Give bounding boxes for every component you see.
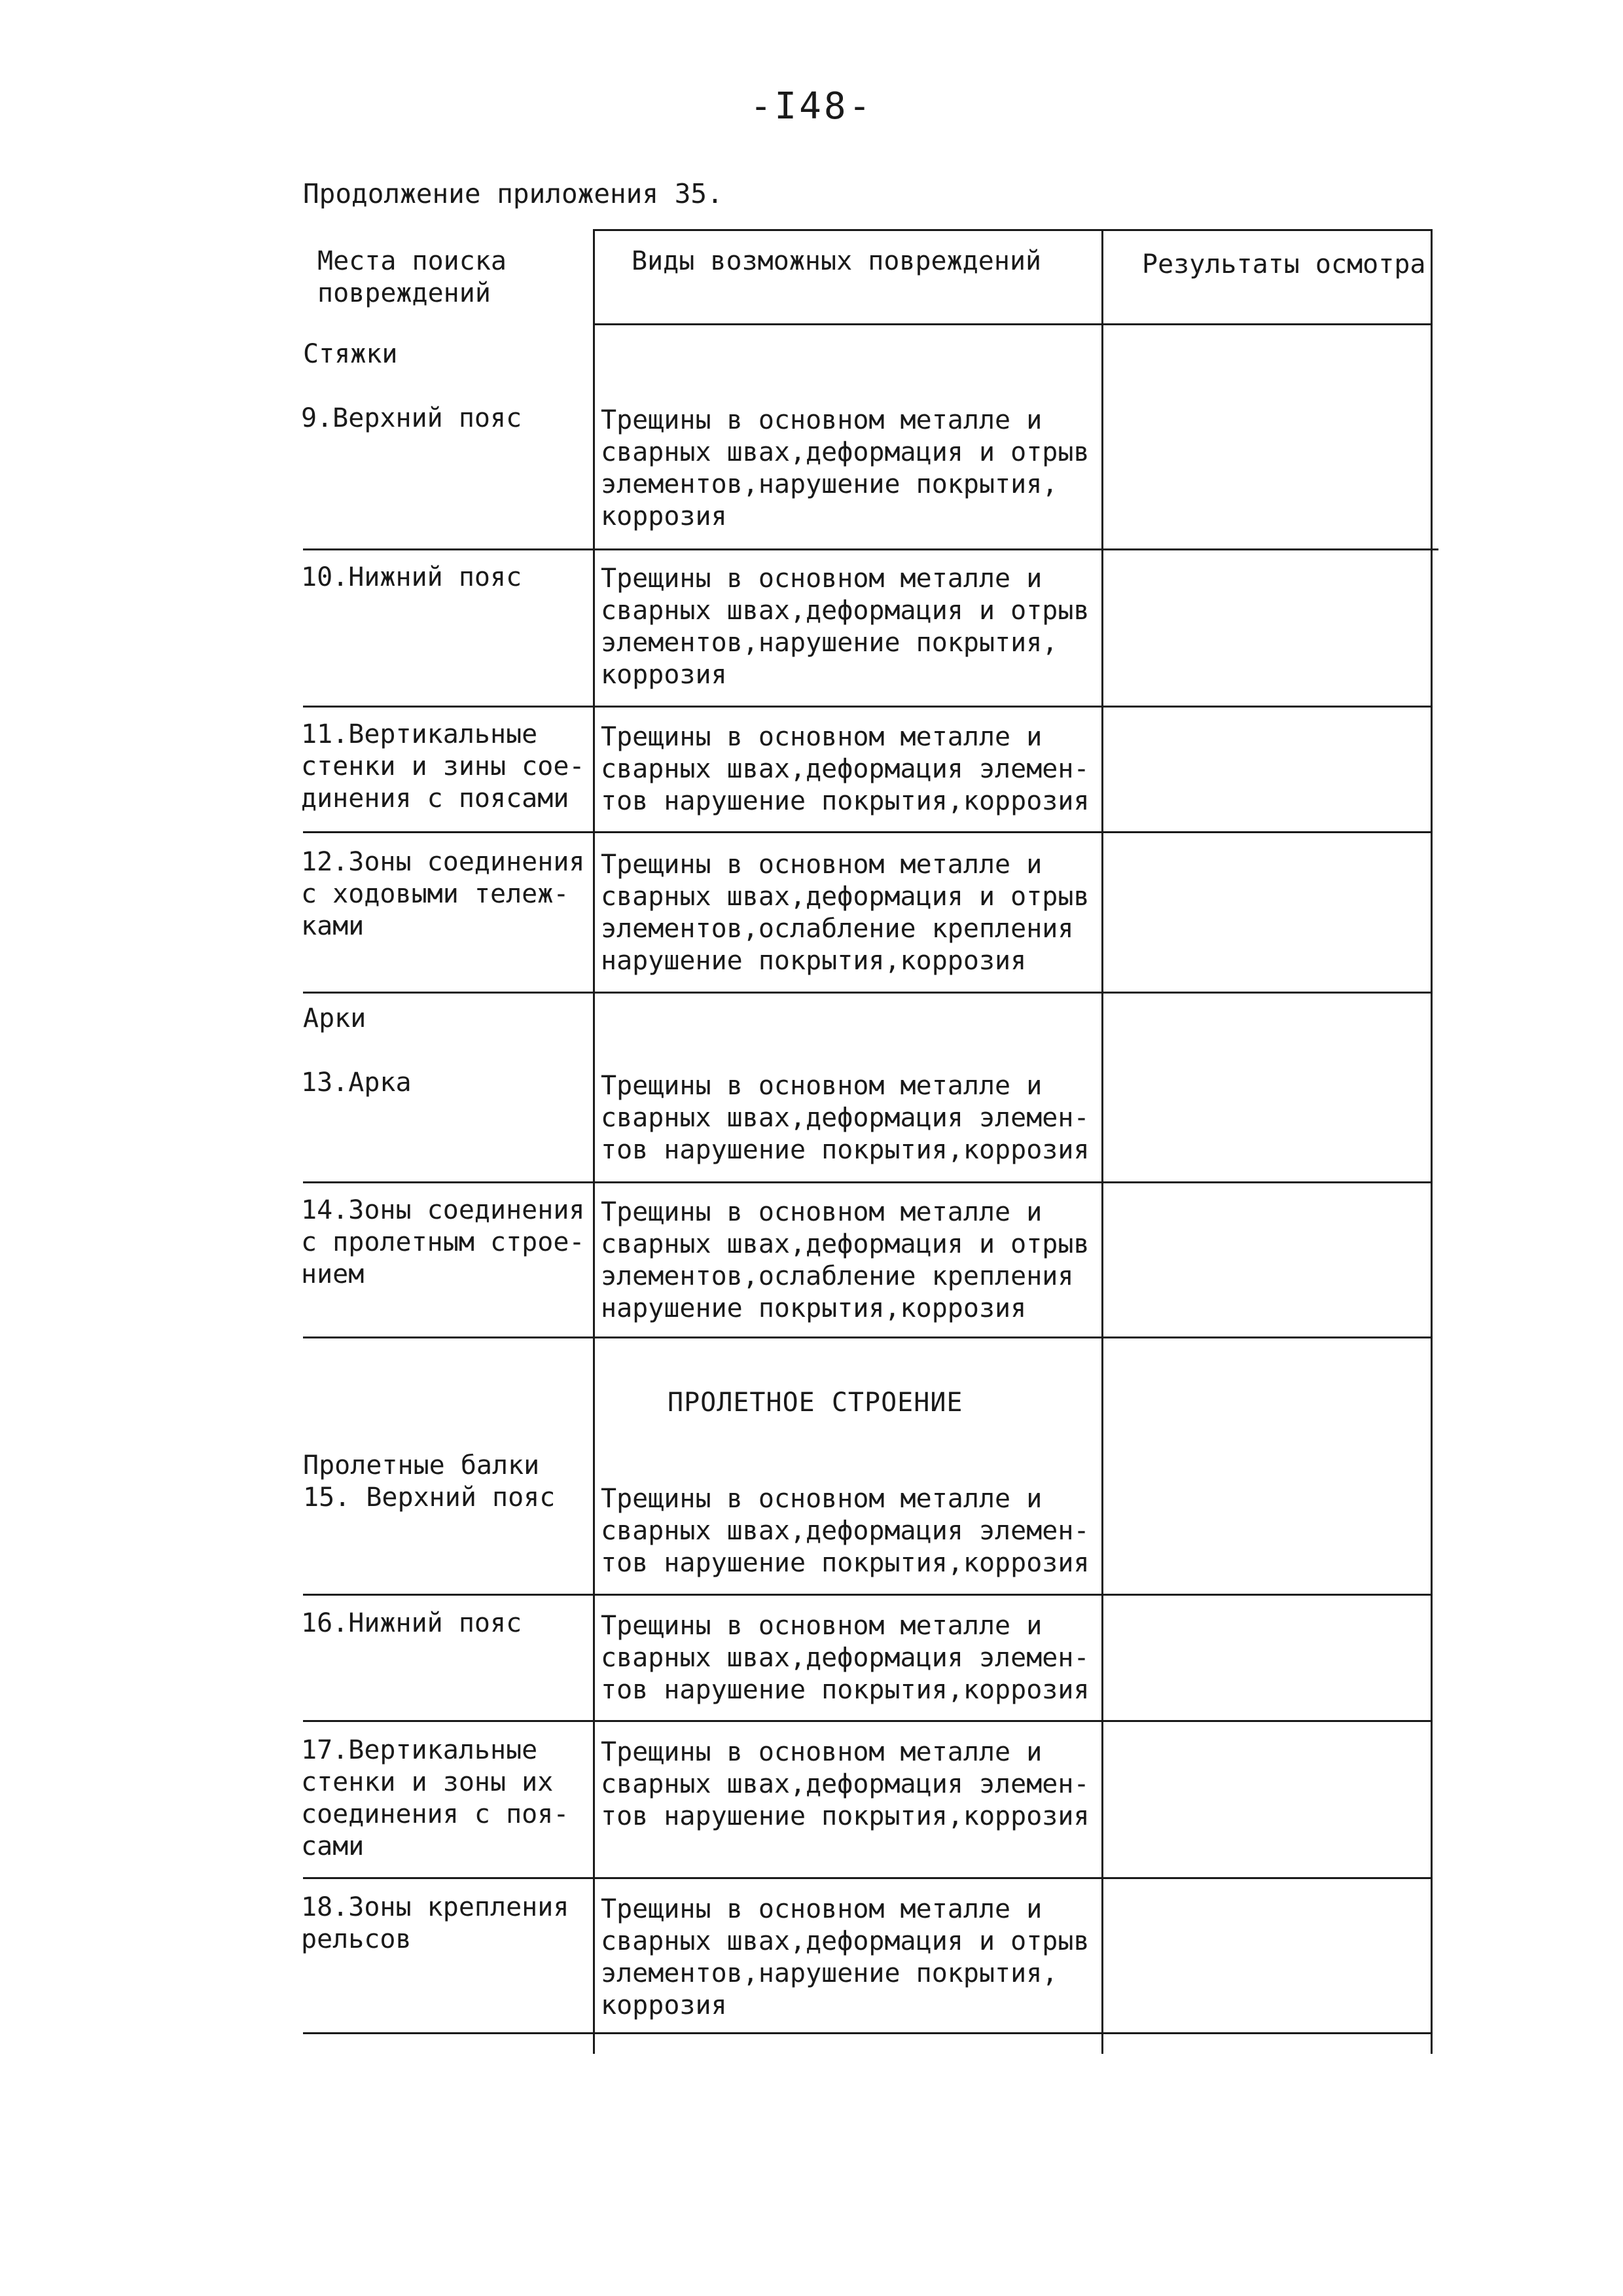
row-damage: Трещины в основном металле и сварных швах,деформация элемен- тов нарушение покрытия,коррозия [601,1611,1090,1705]
row-divider [303,706,1432,708]
row-divider [303,1181,1432,1183]
table-top-line [594,229,1432,231]
row-place: 16.Нижний пояс [301,1608,522,1638]
row-damage: Трещины в основном металле и сварных швах,деформация элемен- тов нарушение покрытия,коррозия [601,1737,1090,1831]
row-place: 18.Зоны крепления рельсов [301,1892,569,1954]
row-divider [303,1594,1432,1596]
continuation-caption: Продолжение приложения 35. [303,178,723,209]
group-label: Стяжки [303,339,398,369]
page-number: -I48- [749,85,874,128]
section-title: ПРОЛЕТНОЕ СТРОЕНИЕ [668,1388,963,1418]
group-label: Арки [303,1003,366,1033]
row-place: 17.Вертикальные стенки и зоны их соединения с поя- сами [301,1735,569,1861]
row-damage: Трещины в основном металле и сварных швах,деформация элемен- тов нарушение покрытия,коррозия [601,722,1090,816]
header-results: Результаты осмотра [1142,249,1426,279]
header-places: Места поиска повреждений [317,246,507,308]
table-right-line [1431,229,1433,2054]
row-divider [303,548,1438,550]
header-damage-types: Виды возможных повреждений [632,246,1042,276]
row-place: 11.Вертикальные стенки и зины сое- динения с поясами [301,719,585,814]
row-place: 9.Верхний пояс [301,403,522,433]
row-divider [303,1877,1432,1879]
row-place: 12.Зоны соединения с ходовыми тележ- ками [301,847,585,941]
column-divider [593,229,595,2054]
row-damage: Трещины в основном металле и сварных швах,деформация и отрыв элементов,ослабление крепления нарушение покрытия,коррозия [601,1197,1090,1323]
row-place: 14.Зоны соединения с пролетным строе- нием [301,1195,585,1289]
row-place: 15. Верхний пояс [303,1482,556,1513]
row-damage: Трещины в основном металле и сварных швах,деформация и отрыв элементов,ослабление крепления нарушение покрытия,коррозия [601,850,1090,976]
row-divider [303,831,1432,833]
row-divider [303,1336,1432,1338]
row-divider [303,1720,1432,1722]
row-divider [303,2032,1432,2034]
row-divider [303,992,1432,994]
row-damage: Трещины в основном металле и сварных швах,деформация и отрыв элементов,нарушение покрытия, коррозия [601,1894,1090,2020]
row-place: 10.Нижний пояс [301,562,522,592]
column-divider [1101,229,1103,2054]
row-damage: Трещины в основном металле и сварных швах,деформация и отрыв элементов,нарушение покрытия, коррозия [601,405,1090,531]
row-damage: Трещины в основном металле и сварных швах,деформация элемен- тов нарушение покрытия,коррозия [601,1484,1090,1578]
row-place: 13.Арка [301,1067,412,1098]
group-label: Пролетные балки [303,1450,540,1480]
row-damage: Трещины в основном металле и сварных швах,деформация и отрыв элементов,нарушение покрытия, коррозия [601,564,1090,690]
header-bottom-line [594,323,1432,325]
row-damage: Трещины в основном металле и сварных швах,деформация элемен- тов нарушение покрытия,коррозия [601,1071,1090,1165]
